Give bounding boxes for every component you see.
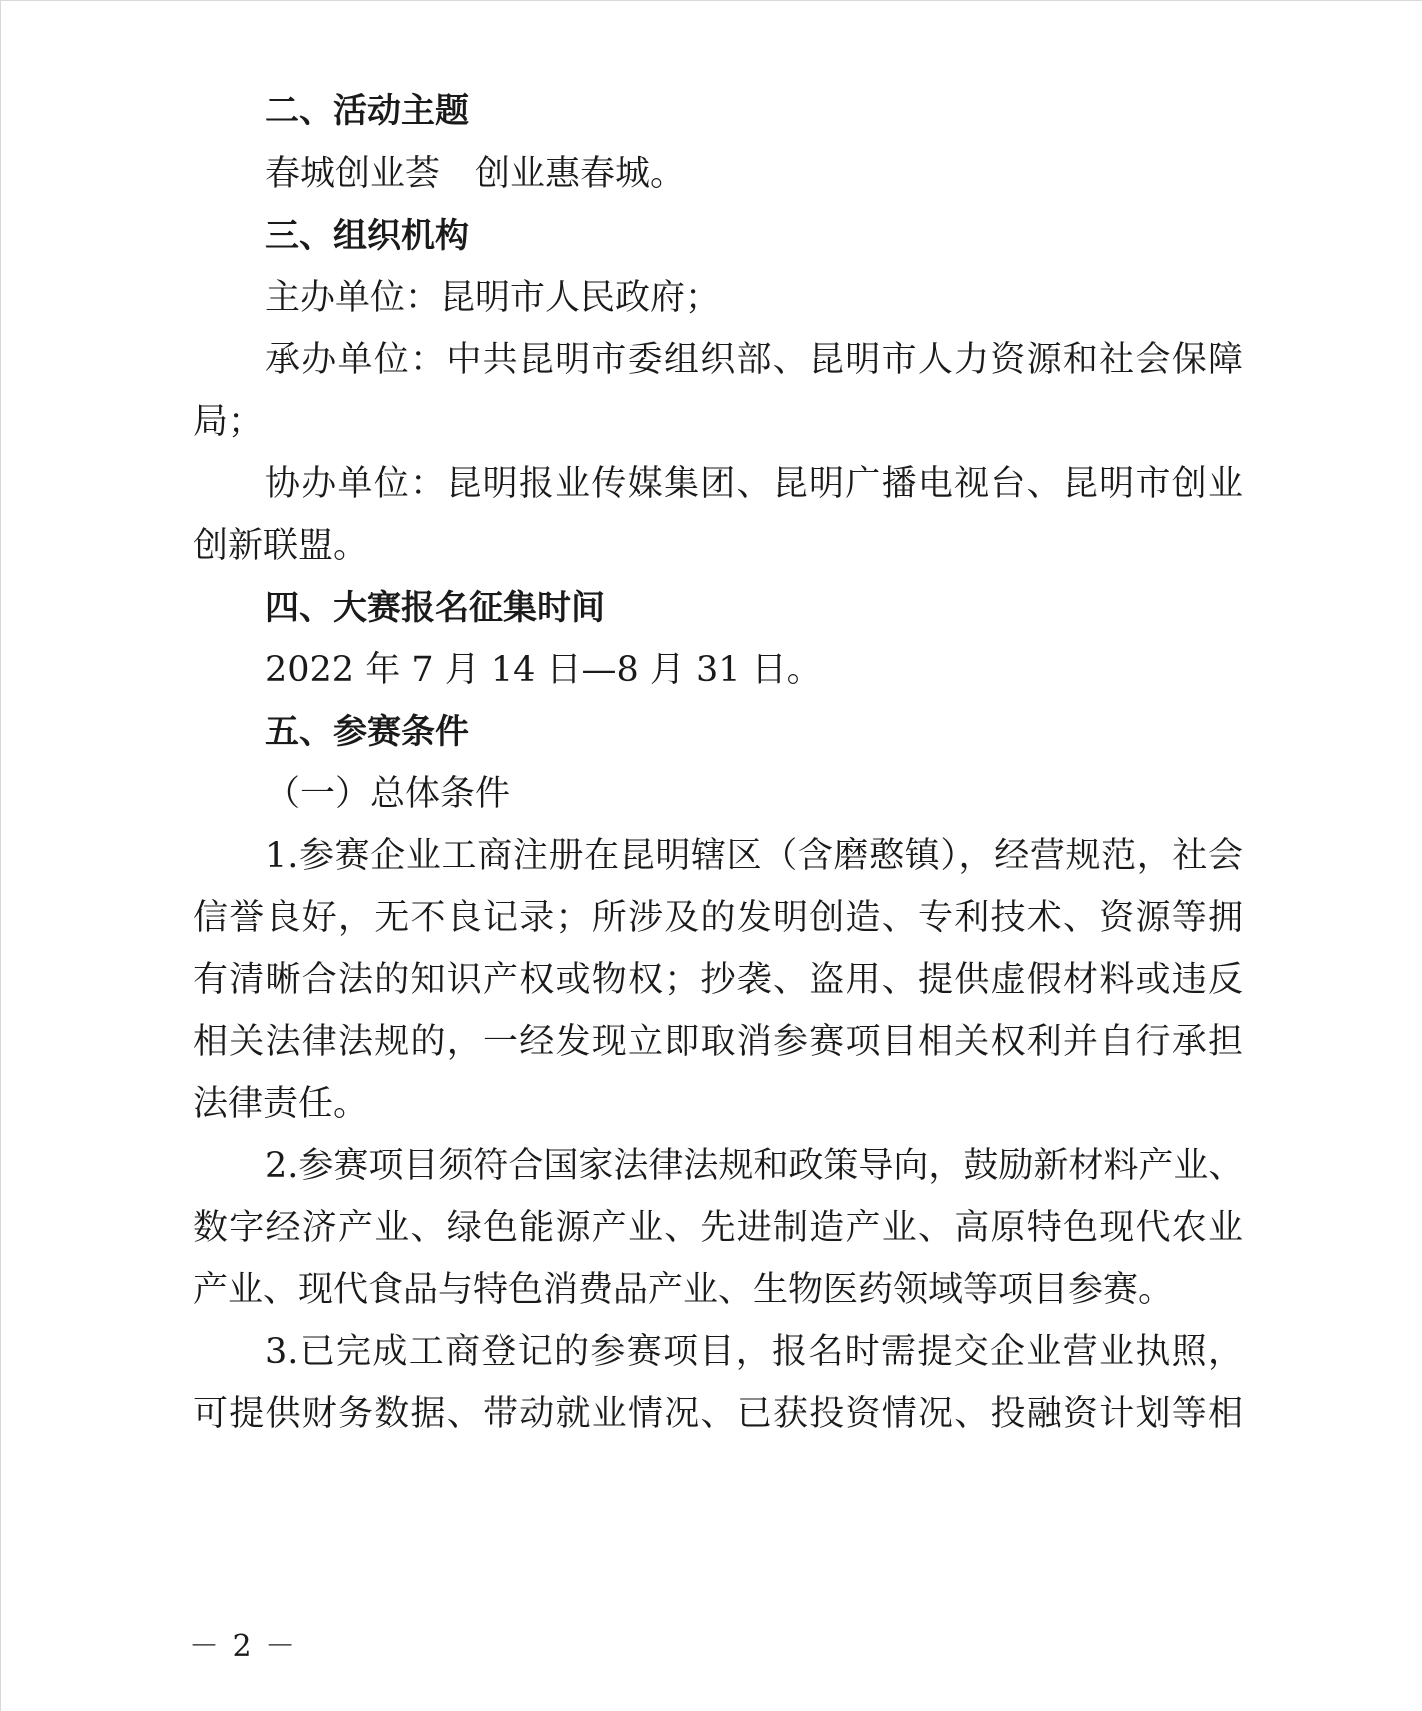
page-number: － 2 － (189, 1629, 298, 1664)
item1-line2 (193, 885, 1422, 951)
registration-time: 2022 年 7 月 14 日—8 月 31 日。 (265, 650, 822, 690)
co-organizer-unit-line2: 创新联盟。 (193, 526, 369, 566)
subheading-general-conditions: （一）总体条件 (265, 774, 511, 814)
co-organizer-unit-line1-text: 协办单位：昆明报业传媒集团、昆明广播电视台、昆明市创业 (265, 464, 1243, 504)
item1-line3 (193, 947, 1422, 1013)
organizer-unit-line1 (265, 327, 1422, 393)
item2-line3: 产业、现代食品与特色消费品产业、生物医药领域等项目参赛。 (193, 1270, 1174, 1310)
item2-line2 (193, 1195, 1422, 1261)
section-heading-time: 四、大赛报名征集时间 (265, 588, 605, 628)
item3-line1 (265, 1319, 1422, 1385)
host-unit: 主办单位：昆明市人民政府； (265, 278, 721, 318)
section-heading-theme: 二、活动主题 (265, 91, 469, 131)
item1-line1-text: 1.参赛企业工商注册在昆明辖区（含磨憨镇），经营规范，社会 (265, 836, 1243, 876)
item1-line1 (265, 823, 1422, 889)
item1-line2-text: 信誉良好，无不良记录；所涉及的发明创造、专利技术、资源等拥 (193, 898, 1243, 938)
section-heading-organization: 三、组织机构 (265, 216, 469, 256)
section-heading-conditions: 五、参赛条件 (265, 712, 469, 752)
item1-line4 (193, 1009, 1422, 1075)
item2-line2-text: 数字经济产业、绿色能源产业、先进制造产业、高原特色现代农业 (193, 1208, 1243, 1248)
item1-line4-text: 相关法律法规的，一经发现立即取消参赛项目相关权利并自行承担 (193, 1022, 1243, 1062)
item3-line2 (193, 1381, 1422, 1447)
co-organizer-unit-line1 (265, 451, 1422, 517)
item1-line5: 法律责任。 (193, 1084, 369, 1124)
organizer-unit-line1-text: 承办单位：中共昆明市委组织部、昆明市人力资源和社会保障 (265, 340, 1243, 380)
item2-line1-text: 2.参赛项目须符合国家法律法规和政策导向，鼓励新材料产业、 (265, 1146, 1244, 1186)
item1-line3-text: 有清晰合法的知识产权或物权；抄袭、盗用、提供虚假材料或违反 (193, 960, 1243, 1000)
theme-text: 春城创业荟 创业惠春城。 (265, 154, 686, 194)
item2-line1 (265, 1133, 1422, 1199)
organizer-unit-line2: 局； (193, 402, 264, 442)
item3-line2-text: 可提供财务数据、带动就业情况、已获投资情况、投融资计划等相 (193, 1394, 1243, 1434)
item3-line1-text: 3.已完成工商登记的参赛项目，报名时需提交企业营业执照， (265, 1332, 1243, 1372)
